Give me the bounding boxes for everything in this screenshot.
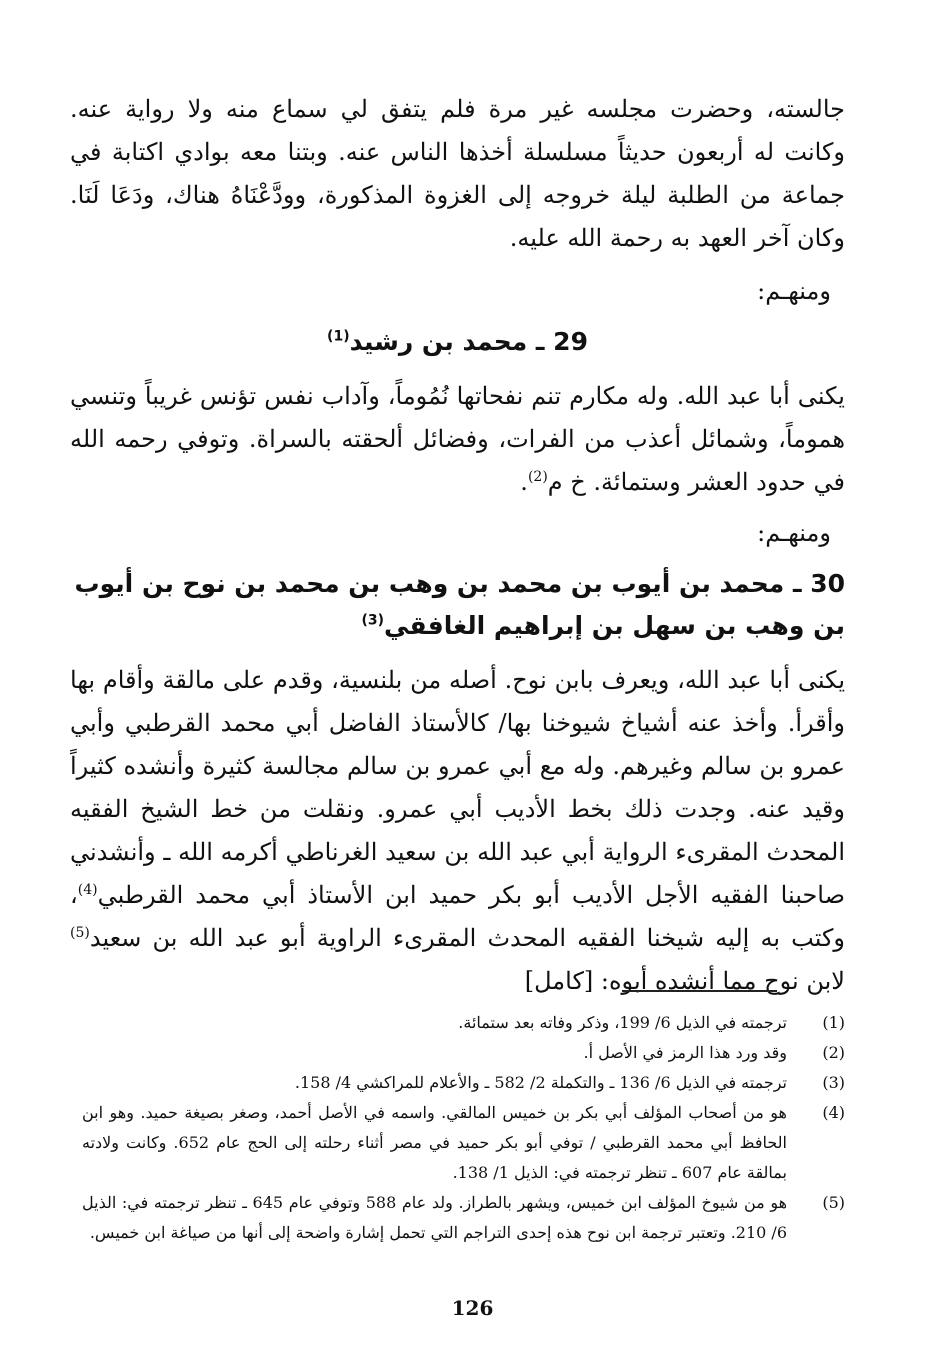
footnote-3: [82, 1068, 845, 1098]
footnote-ref-2: (2): [527, 469, 548, 485]
page-number: 126: [451, 1296, 494, 1320]
footnote-number: (1): [822, 1013, 845, 1032]
footnotes: [82, 1008, 845, 1248]
paragraph-entry-29: [70, 375, 845, 504]
footnote-number: (2): [822, 1043, 845, 1062]
footnote-2: [82, 1038, 845, 1068]
footnote-ref-5: (5): [70, 925, 90, 941]
paragraph-entry-30-text-a: يكنى أبا عبد الله، ويعرف بابن نوح. أصله من بلنسية، وقدم على مالقة وأقام بها وأقرأ. وأخذ عنه أشياخ شيوخنا بها/ كالأستاذ الفاضل أبي محمد القرطبي وأبي عمرو بن سالم وغيرهم. وله مع أبي عمرو بن سالم مجالسة كثيرة وأنشده كثيراً وقيد عنه. وجدت ذلك بخط الأديب أبي عمرو. ونقلت من خط الشيخ الفقيه المحدث المقرىء الرواية أبي عبد الله بن سعيد الغرناطي أكرمه الله ـ وأنشدني صاحبنا الفقيه الأجل الأديب أبو بكر حميد ابن الأستاذ أبي محمد القرطبي: [70, 666, 845, 909]
entry-heading-29: [70, 321, 845, 363]
entry-heading-29-text: 29 ـ محمد بن رشيد: [349, 327, 588, 356]
footnote-separator: [622, 990, 777, 992]
footnote-text: وقد ورد هذا الرمز في الأصل أ.: [583, 1043, 787, 1062]
paragraph-entry-29-end: .: [520, 468, 528, 496]
footnote-number: (4): [822, 1103, 845, 1122]
footnote-text: هو من شيوخ المؤلف ابن خميس، ويشهر بالطراز. ولد عام 588 وتوفي عام 645 ـ تنظر ترجمته في: الذيل 6/ 210. وتعتبر ترجمة ابن نوح هذه إحدى التراجم التي تحمل إشارة واضحة إلى أنها من صياغة ابن خميس.: [82, 1193, 788, 1242]
footnote-ref-3: (3): [361, 612, 385, 629]
intro-label-1: ومنهـم:: [757, 277, 831, 305]
footnote-5: [82, 1188, 845, 1248]
footnote-number: (5): [822, 1193, 845, 1212]
paragraph-entry-30-text-c: لابن نوح مما أنشده أبوه: [كامل]: [524, 967, 845, 995]
paragraph-entry-29-text: يكنى أبا عبد الله. وله مكارم تنم نفحاتها نُمُوماً، وآداب نفس تؤنس غريباً وتنسي هموماً، وشمائل أعذب من الفرات، وفضائل ألحقته بالسراة. وتوفي رحمه الله في حدود العشر وستمائة. خ م: [70, 382, 845, 496]
footnote-text: ترجمته في الذيل 6/ 199، وذكر وفاته بعد ستمائة.: [458, 1013, 787, 1032]
footnote-ref-1: (1): [327, 328, 350, 345]
footnote-text: هو من أصحاب المؤلف أبي بكر بن خميس المالقي. واسمه في الأصل أحمد، وصغر بصيغة حميد. وهو ابن الحافظ أبي محمد القرطبي / توفي أبو بكر حميد في مصر أثناء رحلته إلى الحج عام 652. وكانت ولادته بمالقة عام 607 ـ تنظر ترجمته في: الذيل 1/ 138.: [82, 1103, 787, 1182]
intro-label-2: ومنهـم:: [757, 519, 831, 547]
footnote-number: (3): [822, 1073, 845, 1092]
paragraph-entry-30-text-b: ، وكتب به إليه شيخنا الفقيه المحدث المقرىء الراوية أبو عبد الله بن سعيد: [70, 881, 845, 952]
footnote-1: [82, 1008, 845, 1038]
paragraph-entry-30: [70, 659, 845, 1003]
paragraph-continuation: جالسته، وحضرت مجلسه غير مرة فلم يتفق لي سماع منه ولا رواية عنه. وكانت له أربعون حديثاً مسلسلة أخذها الناس عنه. وبتنا معه بوادي اكتابة في جماعة من الطلبة ليلة خروجه إلى الغزوة المذكورة، وودَّعْنَاهُ هناك، ودَعَا لَنَا. وكان آخر العهد به رحمة الله عليه.: [70, 95, 846, 252]
footnote-text: ترجمته في الذيل 6/ 136 ـ والتكملة 2/ 582 ـ والأعلام للمراكشي 4/ 158.: [294, 1073, 787, 1092]
footnote-4: [82, 1098, 845, 1188]
entry-heading-30-text: 30 ـ محمد بن أيوب بن محمد بن وهب بن محمد بن نوح بن أيوب بن وهب بن سهل بن إبراهيم الغافقي: [74, 569, 845, 640]
footnote-ref-4: (4): [77, 882, 98, 898]
entry-heading-30: [70, 563, 845, 647]
